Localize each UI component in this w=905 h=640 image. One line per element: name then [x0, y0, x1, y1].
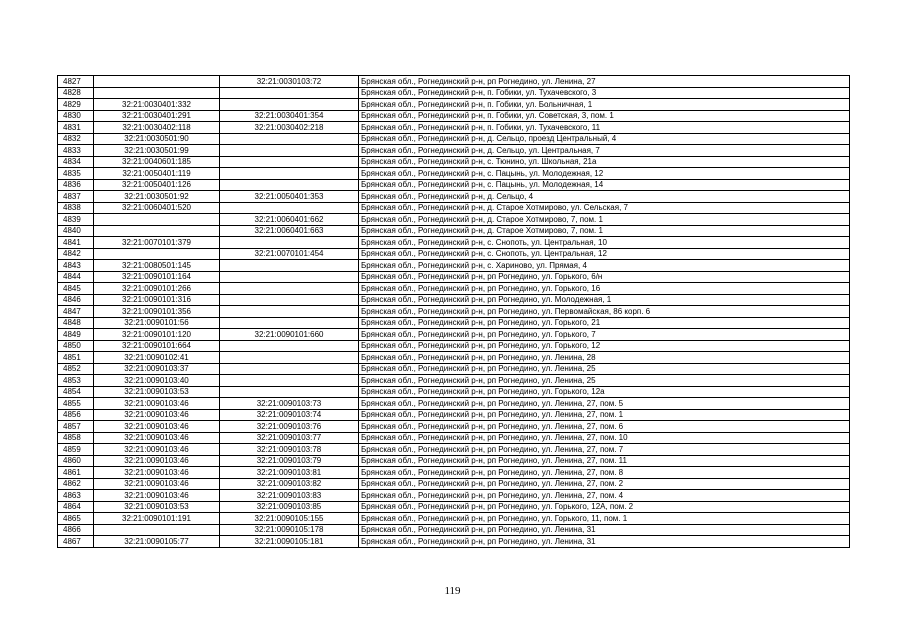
row-number-cell: 4861: [58, 467, 94, 479]
address-cell: Брянская обл., Рогнединский р-н, с. Снопоть, ул. Центральная, 12: [359, 248, 850, 260]
row-number-cell: 4845: [58, 283, 94, 295]
address-cell: Брянская обл., Рогнединский р-н, д. Сельцо, проезд Центральный, 4: [359, 133, 850, 145]
address-cell: Брянская обл., Рогнединский р-н, п. Гобики, ул. Тухачевского, 3: [359, 87, 850, 99]
row-number-cell: 4840: [58, 225, 94, 237]
table-row: [58, 202, 850, 214]
building-cadastral-number-cell: 32:21:0090103:83: [220, 490, 359, 502]
building-cadastral-number-cell: 32:21:0090103:79: [220, 455, 359, 467]
table-row: [58, 214, 850, 226]
building-cadastral-number-cell: [220, 271, 359, 283]
building-cadastral-number-cell: 32:21:0090103:78: [220, 444, 359, 456]
cadastral-number-cell: 32:21:0090103:53: [94, 501, 220, 513]
building-cadastral-number-cell: [220, 283, 359, 295]
table-row: [58, 179, 850, 191]
building-cadastral-number-cell: 32:21:0060401:663: [220, 225, 359, 237]
row-number-cell: 4858: [58, 432, 94, 444]
row-number-cell: 4833: [58, 145, 94, 157]
row-number-cell: 4847: [58, 306, 94, 318]
row-number-cell: 4867: [58, 536, 94, 548]
cadastral-number-cell: 32:21:0090103:46: [94, 398, 220, 410]
table-row: [58, 536, 850, 548]
row-number-cell: 4837: [58, 191, 94, 203]
table-row: [58, 191, 850, 203]
building-cadastral-number-cell: 32:21:0090103:74: [220, 409, 359, 421]
address-cell: Брянская обл., Рогнединский р-н, рп Рогнедино, ул. Ленина, 25: [359, 375, 850, 387]
cadastral-number-cell: 32:21:0090101:356: [94, 306, 220, 318]
building-cadastral-number-cell: [220, 260, 359, 272]
cadastral-number-cell: 32:21:0090103:46: [94, 444, 220, 456]
row-number-cell: 4848: [58, 317, 94, 329]
cadastral-number-cell: 32:21:0090105:77: [94, 536, 220, 548]
address-cell: Брянская обл., Рогнединский р-н, п. Гобики, ул. Больничная, 1: [359, 99, 850, 111]
cadastral-number-cell: 32:21:0030402:118: [94, 122, 220, 134]
row-number-cell: 4844: [58, 271, 94, 283]
table-row: [58, 467, 850, 479]
cadastral-number-cell: [94, 248, 220, 260]
row-number-cell: 4862: [58, 478, 94, 490]
address-cell: Брянская обл., Рогнединский р-н, рп Рогнедино, ул. Ленина, 27: [359, 76, 850, 88]
address-cell: Брянская обл., Рогнединский р-н, д. Старое Хотмирово, ул. Сельская, 7: [359, 202, 850, 214]
address-cell: Брянская обл., Рогнединский р-н, п. Гобики, ул. Тухачевского, 11: [359, 122, 850, 134]
table-row: [58, 524, 850, 536]
building-cadastral-number-cell: 32:21:0030402:218: [220, 122, 359, 134]
cadastral-number-cell: 32:21:0090103:46: [94, 432, 220, 444]
table-row: [58, 237, 850, 249]
address-cell: Брянская обл., Рогнединский р-н, рп Рогнедино, ул. Ленина, 28: [359, 352, 850, 364]
table-row: [58, 398, 850, 410]
table-row: [58, 375, 850, 387]
building-cadastral-number-cell: [220, 145, 359, 157]
table-row: [58, 283, 850, 295]
table-row: [58, 260, 850, 272]
address-cell: Брянская обл., Рогнединский р-н, рп Рогнедино, ул. Ленина, 27, пом. 11: [359, 455, 850, 467]
building-cadastral-number-cell: [220, 87, 359, 99]
cadastral-number-cell: 32:21:0090101:120: [94, 329, 220, 341]
cadastral-number-cell: 32:21:0050401:126: [94, 179, 220, 191]
building-cadastral-number-cell: [220, 99, 359, 111]
cadastral-number-cell: 32:21:0070101:379: [94, 237, 220, 249]
address-cell: Брянская обл., Рогнединский р-н, рп Рогнедино, ул. Ленина, 27, пом. 2: [359, 478, 850, 490]
cadastral-number-cell: 32:21:0090103:46: [94, 490, 220, 502]
address-cell: Брянская обл., Рогнединский р-н, п. Гобики, ул. Советская, 3, пом. 1: [359, 110, 850, 122]
cadastral-number-cell: 32:21:0030501:99: [94, 145, 220, 157]
address-cell: Брянская обл., Рогнединский р-н, рп Рогнедино, ул. Ленина, 25: [359, 363, 850, 375]
row-number-cell: 4841: [58, 237, 94, 249]
address-cell: Брянская обл., Рогнединский р-н, рп Рогнедино, ул. Горького, 7: [359, 329, 850, 341]
building-cadastral-number-cell: 32:21:0090103:82: [220, 478, 359, 490]
table-row: [58, 513, 850, 525]
address-cell: Брянская обл., Рогнединский р-н, рп Рогнедино, ул. Ленина, 27, пом. 8: [359, 467, 850, 479]
address-cell: Брянская обл., Рогнединский р-н, рп Рогнедино, ул. Ленина, 27, пом. 7: [359, 444, 850, 456]
address-cell: Брянская обл., Рогнединский р-н, рп Рогнедино, ул. Горького, 16: [359, 283, 850, 295]
table-row: [58, 363, 850, 375]
table-row: [58, 99, 850, 111]
row-number-cell: 4865: [58, 513, 94, 525]
building-cadastral-number-cell: 32:21:0050401:353: [220, 191, 359, 203]
row-number-cell: 4849: [58, 329, 94, 341]
cadastral-number-cell: 32:21:0090103:46: [94, 478, 220, 490]
row-number-cell: 4828: [58, 87, 94, 99]
row-number-cell: 4855: [58, 398, 94, 410]
row-number-cell: 4852: [58, 363, 94, 375]
building-cadastral-number-cell: [220, 340, 359, 352]
building-cadastral-number-cell: 32:21:0090105:181: [220, 536, 359, 548]
address-cell: Брянская обл., Рогнединский р-н, рп Рогнедино, ул. Ленина, 27, пом. 6: [359, 421, 850, 433]
row-number-cell: 4866: [58, 524, 94, 536]
building-cadastral-number-cell: 32:21:0090103:76: [220, 421, 359, 433]
building-cadastral-number-cell: 32:21:0030103:72: [220, 76, 359, 88]
building-cadastral-number-cell: [220, 306, 359, 318]
cadastral-number-cell: 32:21:0090101:164: [94, 271, 220, 283]
table-row: [58, 306, 850, 318]
building-cadastral-number-cell: 32:21:0090105:155: [220, 513, 359, 525]
cadastral-number-cell: 32:21:0090103:46: [94, 455, 220, 467]
cadastral-number-cell: 32:21:0090103:46: [94, 421, 220, 433]
building-cadastral-number-cell: [220, 202, 359, 214]
cadastral-number-cell: 32:21:0030501:92: [94, 191, 220, 203]
address-cell: Брянская обл., Рогнединский р-н, рп Рогнедино, ул. Ленина, 31: [359, 536, 850, 548]
building-cadastral-number-cell: 32:21:0030401:354: [220, 110, 359, 122]
cadastral-number-cell: [94, 225, 220, 237]
address-cell: Брянская обл., Рогнединский р-н, рп Рогнедино, ул. Горького, 12а: [359, 386, 850, 398]
address-cell: Брянская обл., Рогнединский р-н, с. Хариново, ул. Прямая, 4: [359, 260, 850, 272]
address-cell: Брянская обл., Рогнединский р-н, д. Старое Хотмирово, 7, пом. 1: [359, 214, 850, 226]
cadastral-number-cell: 32:21:0090101:56: [94, 317, 220, 329]
row-number-cell: 4830: [58, 110, 94, 122]
address-cell: Брянская обл., Рогнединский р-н, с. Снопоть, ул. Центральная, 10: [359, 237, 850, 249]
cadastral-number-cell: 32:21:0030401:291: [94, 110, 220, 122]
address-cell: Брянская обл., Рогнединский р-н, с. Пацынь, ул. Молодежная, 12: [359, 168, 850, 180]
address-cell: Брянская обл., Рогнединский р-н, рп Рогнедино, ул. Ленина, 27, пом. 10: [359, 432, 850, 444]
row-number-cell: 4829: [58, 99, 94, 111]
table-row: [58, 386, 850, 398]
building-cadastral-number-cell: [220, 179, 359, 191]
cadastral-number-cell: [94, 214, 220, 226]
table-row: [58, 455, 850, 467]
table-row: [58, 110, 850, 122]
building-cadastral-number-cell: [220, 363, 359, 375]
row-number-cell: 4854: [58, 386, 94, 398]
building-cadastral-number-cell: 32:21:0090103:77: [220, 432, 359, 444]
cadastral-number-cell: 32:21:0090103:37: [94, 363, 220, 375]
page-number: 119: [444, 585, 461, 597]
row-number-cell: 4856: [58, 409, 94, 421]
building-cadastral-number-cell: 32:21:0060401:662: [220, 214, 359, 226]
cadastral-number-cell: 32:21:0030501:90: [94, 133, 220, 145]
building-cadastral-number-cell: [220, 133, 359, 145]
address-cell: Брянская обл., Рогнединский р-н, д. Сельцо, 4: [359, 191, 850, 203]
table-row: [58, 76, 850, 88]
table-row: [58, 294, 850, 306]
cadastral-number-cell: 32:21:0090103:46: [94, 409, 220, 421]
table-row: [58, 501, 850, 513]
table-row: [58, 490, 850, 502]
cadastral-number-cell: 32:21:0060401:520: [94, 202, 220, 214]
table-row: [58, 225, 850, 237]
address-cell: Брянская обл., Рогнединский р-н, с. Пацынь, ул. Молодежная, 14: [359, 179, 850, 191]
table-row: [58, 317, 850, 329]
row-number-cell: 4846: [58, 294, 94, 306]
table-row: [58, 133, 850, 145]
row-number-cell: 4834: [58, 156, 94, 168]
cadastral-number-cell: 32:21:0090103:40: [94, 375, 220, 387]
cadastral-number-cell: 32:21:0040601:185: [94, 156, 220, 168]
address-cell: Брянская обл., Рогнединский р-н, рп Рогнедино, ул. Ленина, 27, пом. 1: [359, 409, 850, 421]
row-number-cell: 4831: [58, 122, 94, 134]
table-row: [58, 352, 850, 364]
table-row: [58, 145, 850, 157]
address-cell: Брянская обл., Рогнединский р-н, д. Сельцо, ул. Центральная, 7: [359, 145, 850, 157]
cadastral-number-cell: [94, 87, 220, 99]
address-cell: Брянская обл., Рогнединский р-н, рп Рогнедино, ул. Первомайская, 86 корп. 6: [359, 306, 850, 318]
building-cadastral-number-cell: [220, 237, 359, 249]
row-number-cell: 4839: [58, 214, 94, 226]
table-row: [58, 87, 850, 99]
table-row: [58, 122, 850, 134]
address-cell: Брянская обл., Рогнединский р-н, рп Рогнедино, ул. Ленина, 27, пом. 4: [359, 490, 850, 502]
row-number-cell: 4850: [58, 340, 94, 352]
table-row: [58, 168, 850, 180]
table-row: [58, 340, 850, 352]
building-cadastral-number-cell: [220, 156, 359, 168]
building-cadastral-number-cell: 32:21:0070101:454: [220, 248, 359, 260]
address-cell: Брянская обл., Рогнединский р-н, с. Тюнино, ул. Школьная, 21а: [359, 156, 850, 168]
row-number-cell: 4836: [58, 179, 94, 191]
address-cell: Брянская обл., Рогнединский р-н, рп Рогнедино, ул. Горького, 21: [359, 317, 850, 329]
row-number-cell: 4851: [58, 352, 94, 364]
building-cadastral-number-cell: 32:21:0090105:178: [220, 524, 359, 536]
address-cell: Брянская обл., Рогнединский р-н, д. Старое Хотмирово, 7, пом. 1: [359, 225, 850, 237]
building-cadastral-number-cell: [220, 168, 359, 180]
cadastral-number-cell: 32:21:0030401:332: [94, 99, 220, 111]
row-number-cell: 4863: [58, 490, 94, 502]
address-cell: Брянская обл., Рогнединский р-н, рп Рогнедино, ул. Горького, 11, пом. 1: [359, 513, 850, 525]
cadastral-number-cell: 32:21:0090101:316: [94, 294, 220, 306]
table-row: [58, 156, 850, 168]
address-cell: Брянская обл., Рогнединский р-н, рп Рогнедино, ул. Горького, 6/н: [359, 271, 850, 283]
cadastral-number-cell: 32:21:0090102:41: [94, 352, 220, 364]
building-cadastral-number-cell: [220, 352, 359, 364]
building-cadastral-number-cell: [220, 375, 359, 387]
row-number-cell: 4864: [58, 501, 94, 513]
row-number-cell: 4842: [58, 248, 94, 260]
cadastral-number-cell: 32:21:0090103:53: [94, 386, 220, 398]
address-cell: Брянская обл., Рогнединский р-н, рп Рогнедино, ул. Молодежная, 1: [359, 294, 850, 306]
cadastral-number-cell: 32:21:0090101:664: [94, 340, 220, 352]
building-cadastral-number-cell: [220, 294, 359, 306]
building-cadastral-number-cell: [220, 317, 359, 329]
row-number-cell: 4860: [58, 455, 94, 467]
table-row: [58, 409, 850, 421]
table-row: [58, 421, 850, 433]
building-cadastral-number-cell: 32:21:0090101:660: [220, 329, 359, 341]
cadastral-number-cell: 32:21:0090103:46: [94, 467, 220, 479]
property-registry-table: [57, 75, 850, 548]
building-cadastral-number-cell: [220, 386, 359, 398]
address-cell: Брянская обл., Рогнединский р-н, рп Рогнедино, ул. Ленина, 31: [359, 524, 850, 536]
row-number-cell: 4843: [58, 260, 94, 272]
row-number-cell: 4832: [58, 133, 94, 145]
table-row: [58, 248, 850, 260]
address-cell: Брянская обл., Рогнединский р-н, рп Рогнедино, ул. Горького, 12А, пом. 2: [359, 501, 850, 513]
row-number-cell: 4835: [58, 168, 94, 180]
row-number-cell: 4859: [58, 444, 94, 456]
building-cadastral-number-cell: 32:21:0090103:81: [220, 467, 359, 479]
building-cadastral-number-cell: 32:21:0090103:85: [220, 501, 359, 513]
table-row: [58, 271, 850, 283]
row-number-cell: 4857: [58, 421, 94, 433]
building-cadastral-number-cell: 32:21:0090103:73: [220, 398, 359, 410]
table-body: [58, 76, 850, 548]
cadastral-number-cell: 32:21:0090101:266: [94, 283, 220, 295]
table-row: [58, 444, 850, 456]
address-cell: Брянская обл., Рогнединский р-н, рп Рогнедино, ул. Ленина, 27, пом. 5: [359, 398, 850, 410]
cadastral-number-cell: 32:21:0050401:119: [94, 168, 220, 180]
cadastral-number-cell: 32:21:0090101:191: [94, 513, 220, 525]
row-number-cell: 4838: [58, 202, 94, 214]
row-number-cell: 4827: [58, 76, 94, 88]
row-number-cell: 4853: [58, 375, 94, 387]
table-row: [58, 329, 850, 341]
cadastral-number-cell: [94, 524, 220, 536]
cadastral-number-cell: [94, 76, 220, 88]
table-row: [58, 478, 850, 490]
table-row: [58, 432, 850, 444]
address-cell: Брянская обл., Рогнединский р-н, рп Рогнедино, ул. Горького, 12: [359, 340, 850, 352]
cadastral-number-cell: 32:21:0080501:145: [94, 260, 220, 272]
